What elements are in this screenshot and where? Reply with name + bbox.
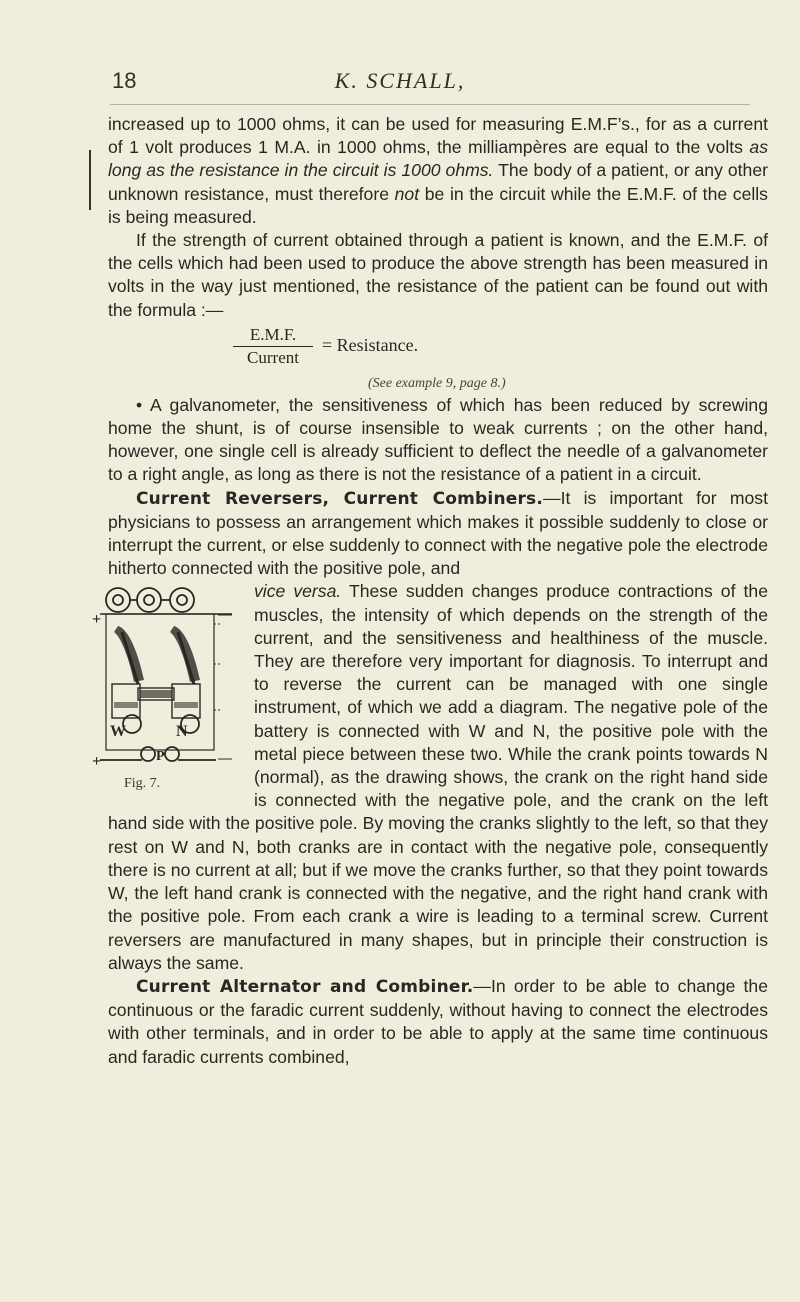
paragraph-1-italic-emphasis: as long as the resistance in the circuit is 1000 ohms. <box>108 137 768 181</box>
paragraph-5-text: —In order to be able to change the continuous or the faradic current suddenly, without having to connect the electrodes with other terminals, and in order to be able to apply at the same time continuous and faradic currents combined, <box>108 975 768 1067</box>
paragraph-1-text-a: increased up to 1000 ohms, it can be used for measuring E.M.F’s., for as a current of 1 volt produces 1 M.A. in 1000 ohms, the milliampères are equal to the volts <box>108 114 768 158</box>
figure-label-n: N <box>176 723 188 741</box>
formula-reference-note: (See example 9, page 8.) <box>368 375 506 391</box>
paragraph-2: If the strength of current obtained through a patient is known, and the E.M.F. of the cells which had been used to produce the above strength has been measured in volts in the way just mentioned, the resistance of the patient can be found out with the formula :— <box>108 230 768 320</box>
formula-denominator: Current <box>247 347 299 367</box>
figure-label-plus-top: + <box>92 611 102 629</box>
paragraph-5 <box>108 975 768 1069</box>
page-header <box>0 68 800 108</box>
figure-label-plus-bottom: + <box>92 753 102 771</box>
paragraph-4-italic-vice-versa: vice versa. <box>254 581 342 602</box>
section-heading-current-alternator: Current Alternator and Combiner. <box>136 976 474 997</box>
figure-label-w: W <box>110 723 126 741</box>
paragraph-1-italic-not: not <box>394 183 420 204</box>
paragraph-1 <box>108 113 768 229</box>
resistance-formula <box>108 322 768 394</box>
current-reverser-diagram <box>92 584 242 774</box>
paragraph-1-text-e: be in the circuit while the E.M.F. of the cells is being measured. <box>108 183 768 227</box>
page-body <box>92 113 768 1069</box>
formula-numerator: E.M.F. <box>233 324 313 347</box>
formula-fraction <box>233 324 313 369</box>
section-heading-current-reversers: Current Reversers, Current Combiners. <box>136 488 544 509</box>
header-rule <box>110 104 750 105</box>
running-head: K. SCHALL, <box>334 68 466 93</box>
figure-label-minus-bottom: — <box>218 751 232 767</box>
figure-caption: Fig. 7. <box>124 776 161 792</box>
figure-label-p: P <box>156 749 165 765</box>
paragraph-4 <box>108 487 768 581</box>
margin-mark <box>89 150 91 210</box>
formula-result: = Resistance. <box>322 334 419 355</box>
paragraph-3: • A galvanometer, the sensitiveness of which has been reduced by screwing home the shunt, is of course insensible to weak currents ; on the other hand, however, one single cell is already sufficient to deflect the needle of a galvanometer to a right angle, as long as there is not the resistance of a patient in a circuit. <box>108 394 768 485</box>
paragraph-1-text-c: The body of a patient, or any other unknown resistance, must therefore <box>108 160 768 204</box>
paragraph-4-text-a: —It is important for most physicians to possess an arrangement which makes it possible suddenly to close or interrupt the current, or else suddenly to connect with the negative pole the electrode hitherto connected with the positive pole, and <box>108 487 768 579</box>
paragraph-4-text-c: These sudden changes produce contractions of the muscles, the intensity of which depends on the strength of the current, and the sensitiveness and healthiness of the muscle. They are therefore very important for diagnosis. To interrupt and to reverse the current can be managed with one single instrument, of which we add a diagram. The negative pole of the battery is connected with W and N, the positive pole with the metal piece between these two. While the crank points towards N (normal), as the drawing shows, the crank on the right hand side is connected with the negative pole, and the crank on the left hand side with the positive pole. By moving the cranks slightly to the left, so that they rest on W and N, both cranks are in contact with the negative pole, consequently there is no current at all; but if we move the cranks further, so that they point towards W, the left hand crank is connected with the negative, and the right hand crank with the positive pole. From each crank a wire is leading to a terminal screw. Current reversers are manufactured in many shapes, but in principle their construction is always the same. <box>108 581 768 973</box>
figure-label-minus-top: — <box>218 607 232 623</box>
figure-7-current-reverser <box>92 584 242 796</box>
page-number: 18 <box>112 68 137 93</box>
